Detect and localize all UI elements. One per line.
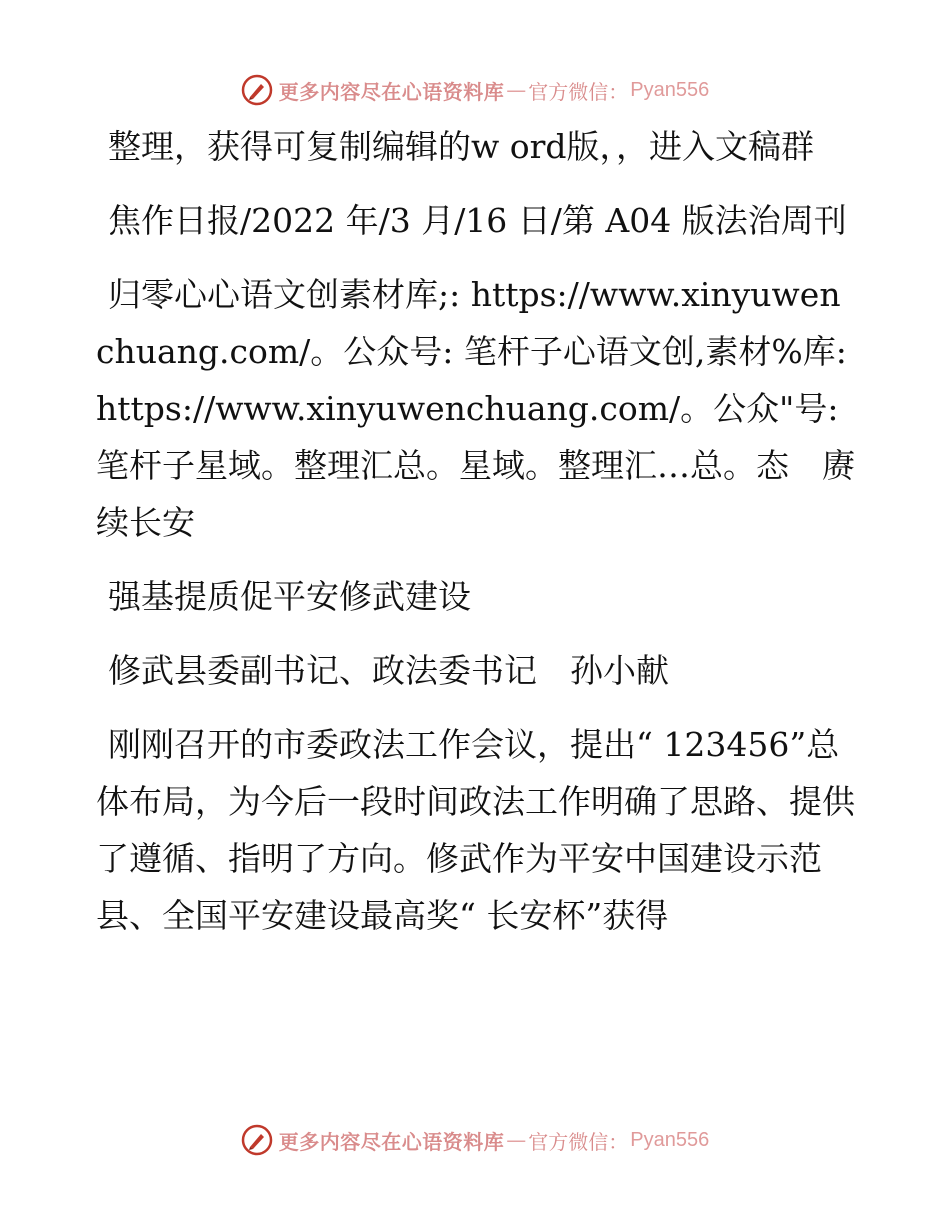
pen-circle-logo-icon xyxy=(241,74,273,106)
banner-official-label: 官方微信： xyxy=(528,1129,629,1154)
banner-dash: — xyxy=(506,1128,527,1152)
article-author: 修武县委副书记、政法委书记 孙小献 xyxy=(108,651,669,690)
article-title: 强基提质促平安修武建设 xyxy=(108,577,471,616)
banner-official-label: 官方微信： xyxy=(528,79,629,104)
banner-text: 更多内容尽在心语资料库 xyxy=(278,1129,505,1154)
pen-circle-logo-icon xyxy=(241,1124,273,1156)
paragraph-source: 焦作日报/2022 年/3 月/16 日/第 A04 版法治周刊 xyxy=(108,201,847,240)
banner-text: 更多内容尽在心语资料库 xyxy=(278,79,505,104)
banner-wechat-id: Pyan556 xyxy=(630,78,710,101)
paragraph-body: 刚刚召开的市委政法工作会议，提出“ 123456”总体布局，为今后一段时间政法工作明确了思路、提供了遵循、指明了方向。修武作为平安中国建设示范县、全国平安建设最高奖“ 长安杯”获得 xyxy=(96,725,855,935)
banner-dash: — xyxy=(506,78,527,102)
banner-wechat-id: Pyan556 xyxy=(630,1128,710,1151)
document-body xyxy=(96,118,856,944)
paragraph-intro: 整理，获得可复制编辑的w ord版，，进入文稿群 xyxy=(108,127,815,166)
paragraph-library: 归零心心语文创素材库;: https://www.xinyuwenchuang.com/。公众号: 笔杆子心语文创,素材%库: https://www.xinyuwenchuang.com/。公众"号: 笔杆子星域。整理汇总。星域。整理汇…总。态 赓续长安 xyxy=(96,275,858,542)
footer-banner xyxy=(0,1120,950,1160)
header-banner xyxy=(0,70,950,110)
